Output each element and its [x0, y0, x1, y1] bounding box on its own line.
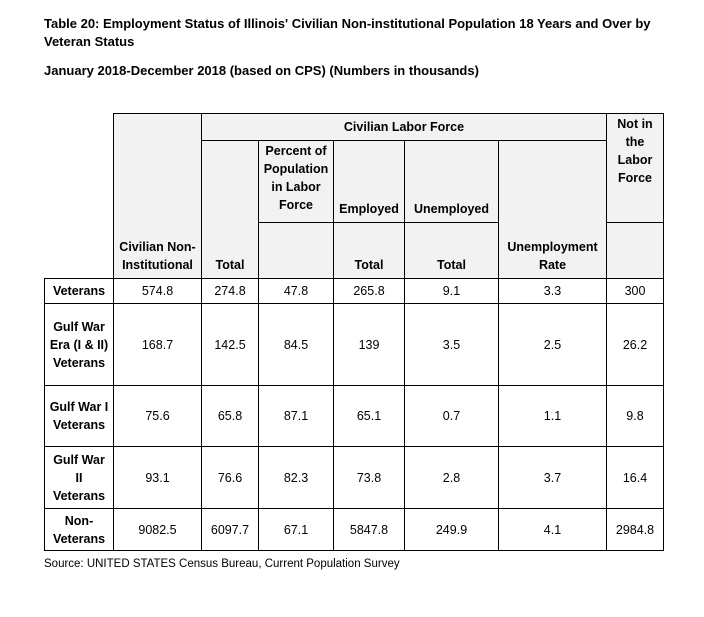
- cell-employed: 73.8: [334, 447, 405, 509]
- cell-percent: 67.1: [259, 509, 334, 551]
- cell-not-in-lf: 300: [607, 279, 664, 304]
- cell-employed: 139: [334, 304, 405, 386]
- source-note: Source: UNITED STATES Census Bureau, Current Population Survey: [44, 558, 400, 570]
- cell-percent: 47.8: [259, 279, 334, 304]
- cell-employed: 265.8: [334, 279, 405, 304]
- cell-civ-non-inst: 93.1: [114, 447, 202, 509]
- cell-not-in-lf: 2984.8: [607, 509, 664, 551]
- table-row: [45, 509, 664, 551]
- cell-total: 142.5: [202, 304, 259, 386]
- row-label: Gulf War Era (I & II) Veterans: [45, 304, 114, 386]
- header-not-in-lf-blank: [607, 223, 664, 279]
- table-title: Table 20: Employment Status of Illinois' Civilian Non-institutional Population 18 Years and Over by Veteran Status: [44, 16, 651, 49]
- cell-civ-non-inst: 574.8: [114, 279, 202, 304]
- cell-unemployed: 0.7: [405, 386, 499, 447]
- cell-percent: 84.5: [259, 304, 334, 386]
- header-unemployed: Unemployed: [405, 141, 499, 223]
- cell-unemployed: 9.1: [405, 279, 499, 304]
- cell-rate: 2.5: [499, 304, 607, 386]
- cell-not-in-lf: 9.8: [607, 386, 664, 447]
- table-row: [45, 304, 664, 386]
- header-civilian-non-institutional: Civilian Non-Institutional: [114, 114, 202, 279]
- cell-not-in-lf: 16.4: [607, 447, 664, 509]
- table-subtitle: January 2018-December 2018 (based on CPS) (Numbers in thousands): [44, 63, 479, 78]
- table-row: [45, 447, 664, 509]
- cell-not-in-lf: 26.2: [607, 304, 664, 386]
- table-row: [45, 279, 664, 304]
- row-label: Gulf War I Veterans: [45, 386, 114, 447]
- header-unemployed-total: Total: [405, 223, 499, 279]
- cell-employed: 65.1: [334, 386, 405, 447]
- row-label: Veterans: [45, 279, 114, 304]
- cell-civ-non-inst: 75.6: [114, 386, 202, 447]
- row-label: Non-Veterans: [45, 509, 114, 551]
- cell-unemployed: 3.5: [405, 304, 499, 386]
- table-row: [45, 386, 664, 447]
- cell-total: 274.8: [202, 279, 259, 304]
- cell-unemployed: 2.8: [405, 447, 499, 509]
- cell-rate: 1.1: [499, 386, 607, 447]
- header-not-in-labor-force: Not in the Labor Force: [607, 114, 664, 223]
- cell-total: 65.8: [202, 386, 259, 447]
- cell-civ-non-inst: 9082.5: [114, 509, 202, 551]
- row-label: Gulf War II Veterans: [45, 447, 114, 509]
- cell-civ-non-inst: 168.7: [114, 304, 202, 386]
- cell-employed: 5847.8: [334, 509, 405, 551]
- header-percent-in-labor-force: Percent of Population in Labor Force: [259, 141, 334, 223]
- header-percent-blank: [259, 223, 334, 279]
- header-total: Total: [202, 141, 259, 279]
- header-employed-total: Total: [334, 223, 405, 279]
- cell-total: 76.6: [202, 447, 259, 509]
- cell-rate: 3.3: [499, 279, 607, 304]
- cell-percent: 87.1: [259, 386, 334, 447]
- header-civilian-labor-force: Civilian Labor Force: [202, 114, 607, 141]
- cell-unemployed: 249.9: [405, 509, 499, 551]
- cell-total: 6097.7: [202, 509, 259, 551]
- employment-status-table: [44, 113, 664, 551]
- cell-percent: 82.3: [259, 447, 334, 509]
- corner-cell: [45, 114, 114, 279]
- header-unemployment-rate: Unemployment Rate: [499, 141, 607, 279]
- cell-rate: 3.7: [499, 447, 607, 509]
- header-employed: Employed: [334, 141, 405, 223]
- cell-rate: 4.1: [499, 509, 607, 551]
